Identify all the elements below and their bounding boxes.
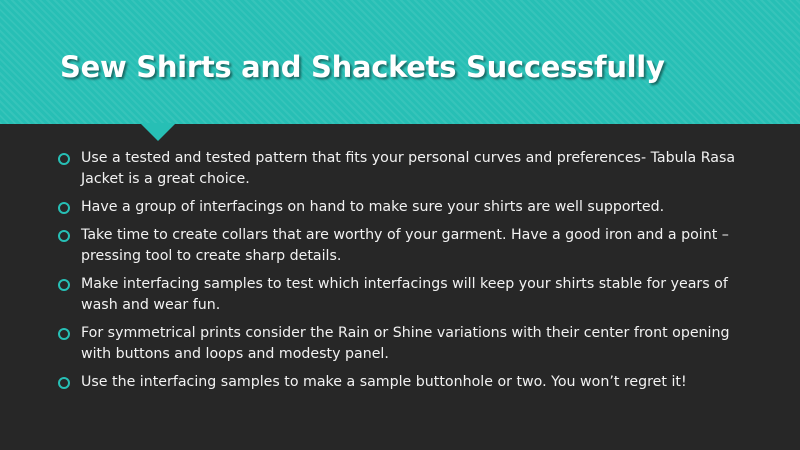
bullet-text: Use the interfacing samples to make a sample buttonhole or two. You won’t regret it! <box>81 374 687 390</box>
hollow-circle-icon <box>58 279 70 291</box>
bullet-item <box>58 274 748 316</box>
bullet-text: Take time to create collars that are worthy of your garment. Have a good iron and a point – pressing tool to create sharp details. <box>81 227 729 264</box>
slide-title: Sew Shirts and Shackets Successfully <box>60 50 665 84</box>
hollow-circle-icon <box>58 202 70 214</box>
bullet-text: Use a tested and tested pattern that fits your personal curves and preferences- Tabula Rasa Jacket is a great choice. <box>81 150 736 187</box>
bullet-item <box>58 148 748 190</box>
hollow-circle-icon <box>58 377 70 389</box>
bullet-text: For symmetrical prints consider the Rain or Shine variations with their center front opening with buttons and loops and modesty panel. <box>81 325 730 362</box>
hollow-circle-icon <box>58 153 70 165</box>
bullet-text: Make interfacing samples to test which interfacings will keep your shirts stable for years of wash and wear fun. <box>81 276 728 313</box>
title-notch <box>140 123 176 141</box>
bullet-item <box>58 323 748 365</box>
bullet-item <box>58 197 748 218</box>
bullet-text: Have a group of interfacings on hand to make sure your shirts are well supported. <box>81 199 665 215</box>
bullet-item <box>58 225 748 267</box>
bullet-list <box>58 148 748 400</box>
hollow-circle-icon <box>58 328 70 340</box>
bullet-item <box>58 372 748 393</box>
hollow-circle-icon <box>58 230 70 242</box>
